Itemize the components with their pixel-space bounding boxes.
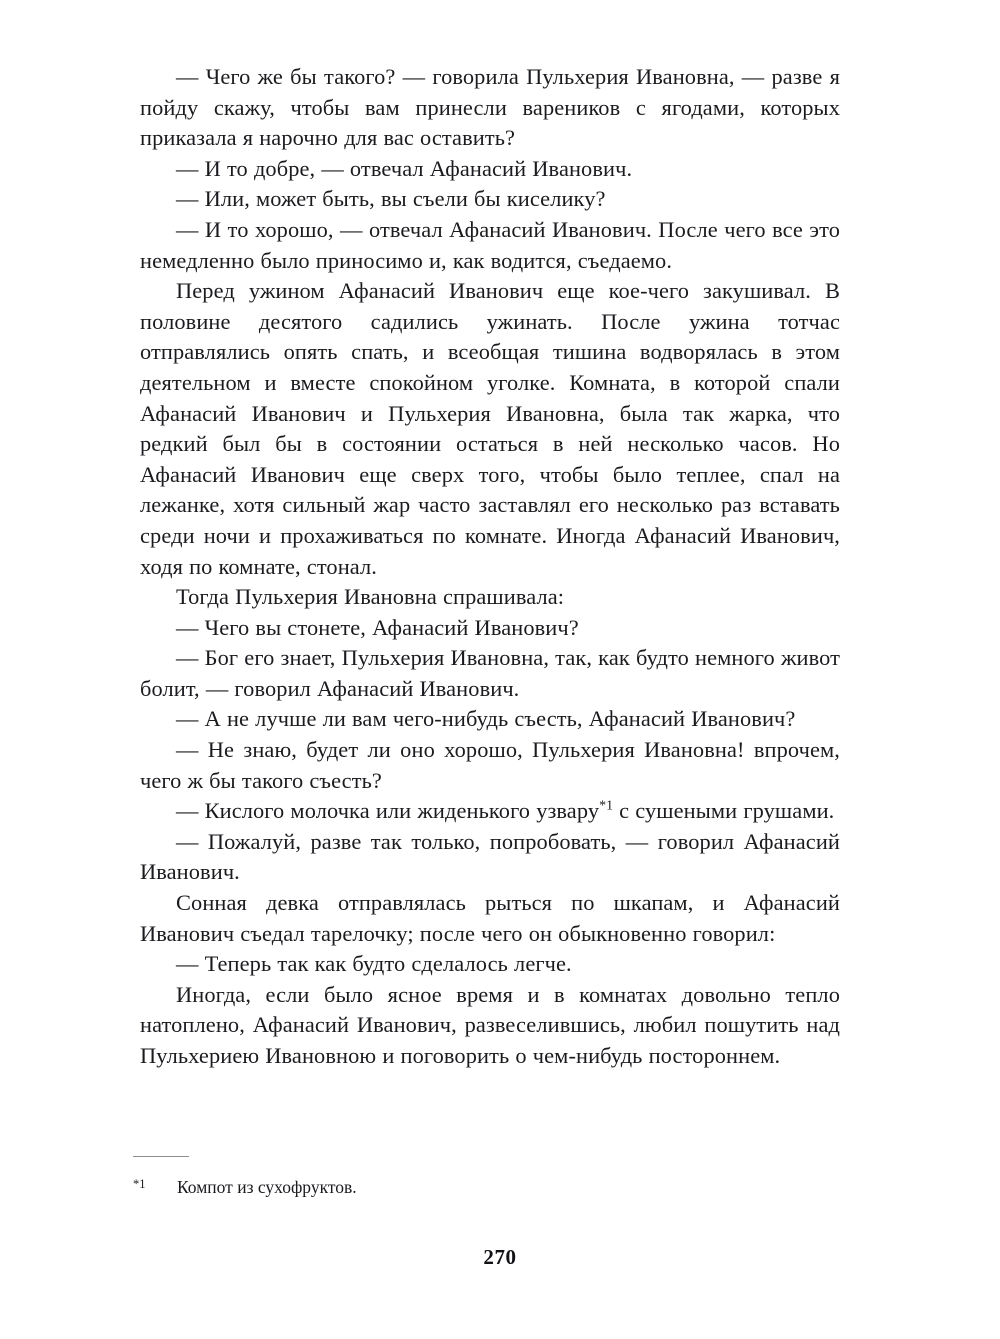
- paragraph: — И то хорошо, — отвечал Афанасий Иванович. После чего все это немедленно было приносимо и, как водится, съедаемо.: [140, 216, 840, 273]
- paragraph: — Пожалуй, разве так только, попробовать, — говорил Афанасий Иванович.: [140, 828, 840, 885]
- paragraph-with-footnote-ref: [140, 796, 840, 827]
- paragraph: — А не лучше ли вам чего-нибудь съесть, Афанасий Иванович?: [176, 706, 796, 732]
- paragraph: Тогда Пульхерия Ивановна спрашивала:: [176, 584, 565, 610]
- footnote-entry: [133, 1175, 840, 1201]
- paragraph: — И то добре, — отвечал Афанасий Иванович.: [176, 155, 633, 181]
- footnote-marker: *1: [133, 1177, 146, 1191]
- body-text-column: [140, 62, 840, 1072]
- paragraph: — Или, может быть, вы съели бы киселику?: [176, 186, 606, 212]
- paragraph: Перед ужином Афанасий Иванович еще кое-чего закушивал. В половине десятого садились ужинать. После ужина тотчас отправлялись опять спать, и всеобщая тишина водворялась в этом деятельном и вместе спокойном уголке. Комната, в которой спали Афанасий Иванович и Пульхерия Ивановна, была так жарка, что редкий был бы в состоянии остаться в ней несколько часов. Но Афанасий Иванович еще сверх того, чтобы было теплее, спал на лежанке, хотя сильный жар часто заставлял его несколько раз вставать среди ночи и прохаживаться по комнате. Иногда Афанасий Иванович, ходя по комнате, стонал.: [140, 278, 840, 579]
- page-number: 270: [483, 1245, 517, 1269]
- paragraph: — Чего вы стонете, Афанасий Иванович?: [176, 614, 579, 640]
- paragraph: — Теперь так как будто сделалось легче.: [176, 951, 572, 977]
- paragraph: — Не знаю, будет ли оно хорошо, Пульхерия Ивановна! впрочем, чего ж бы такого съесть?: [140, 737, 840, 793]
- footnote-text: Компот из сухофруктов.: [177, 1177, 357, 1197]
- footnote-reference-marker[interactable]: *1: [599, 798, 614, 814]
- paragraph: Сонная девка отправлялась рыться по шкапам, и Афанасий Иванович съедал тарелочку; после чего он обыкновенно говорил:: [140, 890, 840, 946]
- paragraph-text-tail: с сушеными грушами.: [613, 798, 835, 824]
- paragraph-text-lead: — Кислого молочка или жиденького узвару: [176, 798, 600, 824]
- paragraph: — Чего же бы такого? — говорила Пульхерия Ивановна, — разве я пойду скажу, чтобы вам принесли вареников с ягодами, которых приказала я нарочно для вас оставить?: [140, 64, 840, 151]
- paragraph: — Бог его знает, Пульхерия Ивановна, так, как будто немного живот болит, — говорил Афанасий Иванович.: [140, 645, 840, 701]
- paragraph: Иногда, если было ясное время и в комнатах довольно тепло натоплено, Афанасий Иванович, развеселившись, любил пошутить над Пульхериею Ивановною и поговорить о чем-нибудь постороннем.: [140, 981, 840, 1068]
- footnote-separator-rule: [133, 1156, 189, 1157]
- footnote-area: [133, 1156, 840, 1201]
